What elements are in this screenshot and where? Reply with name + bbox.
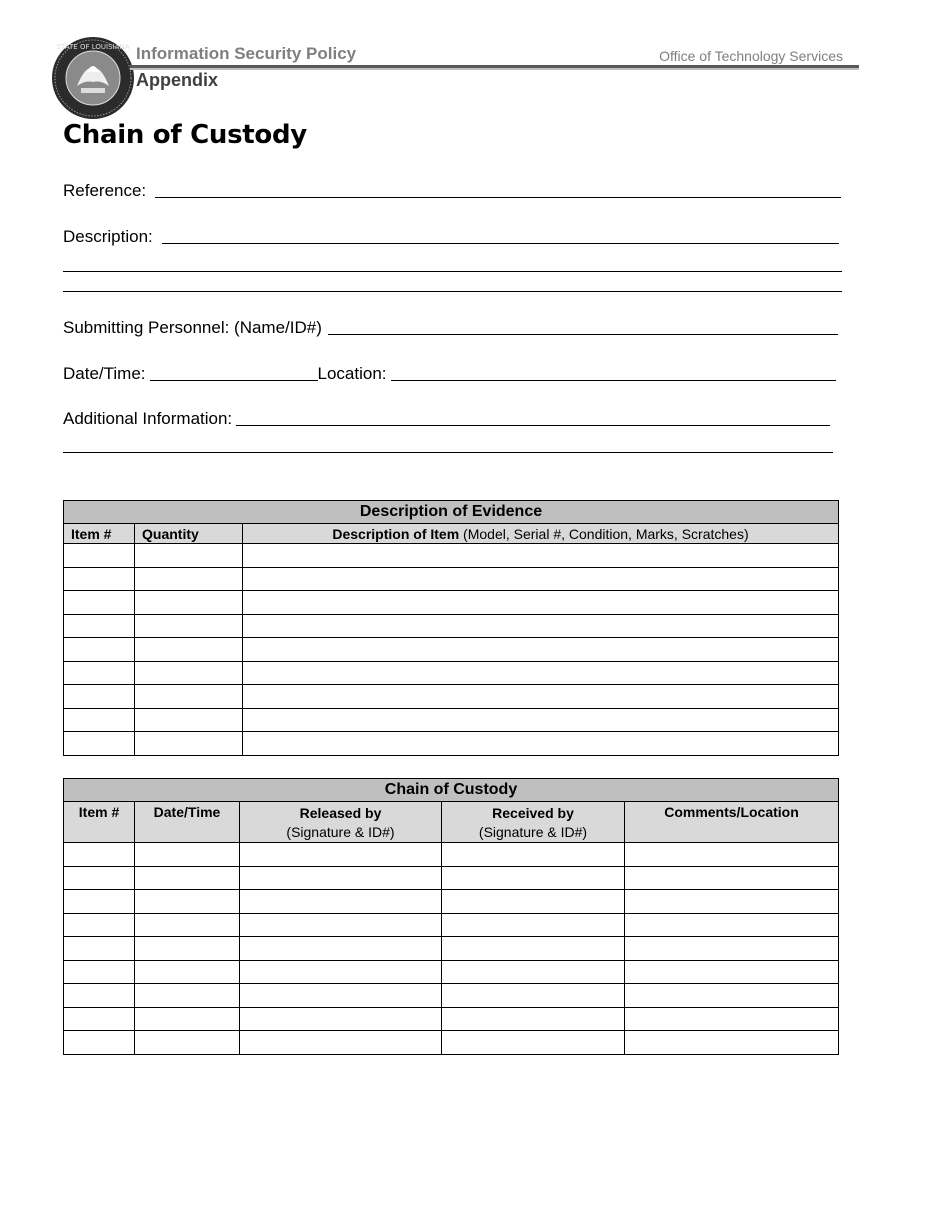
custody-cell-item[interactable] xyxy=(64,890,135,914)
evidence-cell-item[interactable] xyxy=(64,708,135,732)
custody-cell-received[interactable] xyxy=(442,866,625,890)
custody-cell-received[interactable] xyxy=(442,843,625,867)
evidence-cell-quantity[interactable] xyxy=(135,685,243,709)
custody-cell-item[interactable] xyxy=(64,866,135,890)
submitting-personnel-field[interactable] xyxy=(63,318,838,338)
reference-line[interactable] xyxy=(155,197,841,198)
reference-label: Reference: xyxy=(63,181,147,200)
custody-cell-datetime[interactable] xyxy=(135,913,240,937)
custody-cell-released[interactable] xyxy=(240,937,442,961)
custody-cell-comments[interactable] xyxy=(625,937,839,961)
custody-cell-datetime[interactable] xyxy=(135,937,240,961)
custody-cell-released[interactable] xyxy=(240,866,442,890)
evidence-cell-item[interactable] xyxy=(64,614,135,638)
evidence-cell-item[interactable] xyxy=(64,567,135,591)
custody-cell-item[interactable] xyxy=(64,937,135,961)
evidence-cell-description[interactable] xyxy=(243,732,839,756)
custody-cell-released[interactable] xyxy=(240,1007,442,1031)
additional-info-line[interactable] xyxy=(236,425,830,426)
evidence-row xyxy=(64,544,839,568)
location-label: Location: xyxy=(317,364,387,383)
custody-cell-received[interactable] xyxy=(442,960,625,984)
evidence-cell-quantity[interactable] xyxy=(135,567,243,591)
custody-col-received-label: Received by xyxy=(492,805,574,821)
evidence-row xyxy=(64,685,839,709)
evidence-col-description-detail: (Model, Serial #, Condition, Marks, Scratches) xyxy=(459,525,749,542)
state-seal-logo xyxy=(51,36,135,120)
custody-cell-item[interactable] xyxy=(64,984,135,1008)
evidence-cell-quantity[interactable] xyxy=(135,544,243,568)
custody-cell-released[interactable] xyxy=(240,960,442,984)
description-line-2[interactable] xyxy=(63,271,842,272)
custody-cell-item[interactable] xyxy=(64,913,135,937)
location-line[interactable] xyxy=(391,380,836,381)
custody-col-received-sub: (Signature & ID#) xyxy=(478,824,588,840)
evidence-cell-quantity[interactable] xyxy=(135,591,243,615)
custody-row xyxy=(64,984,839,1008)
evidence-row xyxy=(64,591,839,615)
evidence-cell-description[interactable] xyxy=(243,661,839,685)
custody-col-released-label: Released by xyxy=(299,805,382,821)
custody-cell-comments[interactable] xyxy=(625,1007,839,1031)
evidence-col-description xyxy=(243,524,839,544)
evidence-cell-item[interactable] xyxy=(64,661,135,685)
evidence-cell-quantity[interactable] xyxy=(135,638,243,662)
description-line-3[interactable] xyxy=(63,291,842,292)
custody-col-datetime: Date/Time xyxy=(135,802,240,843)
evidence-cell-item[interactable] xyxy=(64,544,135,568)
custody-cell-comments[interactable] xyxy=(625,1031,839,1055)
description-field[interactable] xyxy=(63,227,839,247)
custody-cell-datetime[interactable] xyxy=(135,866,240,890)
custody-row xyxy=(64,1031,839,1055)
custody-cell-released[interactable] xyxy=(240,1031,442,1055)
custody-cell-comments[interactable] xyxy=(625,843,839,867)
additional-info-field[interactable] xyxy=(63,409,830,429)
custody-row xyxy=(64,937,839,961)
custody-cell-received[interactable] xyxy=(442,890,625,914)
custody-cell-comments[interactable] xyxy=(625,866,839,890)
custody-row xyxy=(64,1007,839,1031)
submitting-personnel-line[interactable] xyxy=(328,334,838,335)
evidence-cell-description[interactable] xyxy=(243,638,839,662)
evidence-cell-description[interactable] xyxy=(243,591,839,615)
custody-cell-received[interactable] xyxy=(442,1007,625,1031)
custody-row xyxy=(64,890,839,914)
evidence-col-item: Item # xyxy=(64,524,135,544)
evidence-cell-description[interactable] xyxy=(243,614,839,638)
custody-cell-released[interactable] xyxy=(240,843,442,867)
custody-cell-received[interactable] xyxy=(442,937,625,961)
custody-cell-datetime[interactable] xyxy=(135,960,240,984)
evidence-cell-quantity[interactable] xyxy=(135,614,243,638)
custody-cell-datetime[interactable] xyxy=(135,1031,240,1055)
custody-cell-released[interactable] xyxy=(240,913,442,937)
evidence-table-body xyxy=(64,544,839,756)
evidence-cell-item[interactable] xyxy=(64,591,135,615)
custody-cell-comments[interactable] xyxy=(625,913,839,937)
custody-col-released-sub: (Signature & ID#) xyxy=(286,824,395,840)
custody-col-released xyxy=(240,802,442,843)
evidence-cell-description[interactable] xyxy=(243,544,839,568)
custody-col-comments: Comments/Location xyxy=(625,802,839,843)
evidence-col-quantity: Quantity xyxy=(135,524,243,544)
custody-cell-received[interactable] xyxy=(442,1031,625,1055)
reference-field[interactable] xyxy=(63,181,841,201)
evidence-cell-quantity[interactable] xyxy=(135,732,243,756)
custody-cell-released[interactable] xyxy=(240,890,442,914)
svg-text:STATE OF LOUISIANA: STATE OF LOUISIANA xyxy=(56,43,130,51)
evidence-cell-item[interactable] xyxy=(64,732,135,756)
evidence-table-caption: Description of Evidence xyxy=(64,501,839,524)
custody-row xyxy=(64,913,839,937)
custody-cell-released[interactable] xyxy=(240,984,442,1008)
evidence-cell-description[interactable] xyxy=(243,685,839,709)
evidence-cell-quantity[interactable] xyxy=(135,661,243,685)
page-title: Chain of Custody xyxy=(63,120,307,150)
custody-row xyxy=(64,960,839,984)
custody-cell-datetime[interactable] xyxy=(135,843,240,867)
custody-cell-received[interactable] xyxy=(442,913,625,937)
custody-cell-datetime[interactable] xyxy=(135,890,240,914)
custody-row xyxy=(64,866,839,890)
custody-table xyxy=(63,778,839,1055)
datetime-line[interactable] xyxy=(150,380,318,381)
evidence-cell-item[interactable] xyxy=(64,685,135,709)
datetime-location-field[interactable] xyxy=(63,364,836,384)
custody-cell-comments[interactable] xyxy=(625,890,839,914)
header-section: Appendix xyxy=(136,70,219,90)
header-divider xyxy=(130,65,859,68)
custody-cell-item[interactable] xyxy=(64,843,135,867)
evidence-row xyxy=(64,708,839,732)
custody-cell-datetime[interactable] xyxy=(135,984,240,1008)
custody-table-body xyxy=(64,843,839,1055)
custody-cell-received[interactable] xyxy=(442,984,625,1008)
header-policy-title: Information Security Policy xyxy=(136,44,357,63)
description-label: Description: xyxy=(63,227,153,246)
custody-cell-comments[interactable] xyxy=(625,960,839,984)
additional-info-label: Additional Information: xyxy=(63,409,233,428)
submitting-personnel-label: Submitting Personnel: (Name/ID#) xyxy=(63,318,322,337)
evidence-row xyxy=(64,661,839,685)
evidence-cell-item[interactable] xyxy=(64,638,135,662)
evidence-col-description-bold: Description of Item xyxy=(332,525,460,542)
custody-cell-comments[interactable] xyxy=(625,984,839,1008)
evidence-row xyxy=(64,567,839,591)
datetime-label: Date/Time: xyxy=(63,364,146,383)
evidence-cell-quantity[interactable] xyxy=(135,708,243,732)
evidence-row xyxy=(64,614,839,638)
evidence-row xyxy=(64,732,839,756)
custody-cell-datetime[interactable] xyxy=(135,1007,240,1031)
additional-info-line-2[interactable] xyxy=(63,452,833,453)
evidence-table xyxy=(63,500,839,756)
custody-col-received xyxy=(442,802,625,843)
header-office-name: Office of Technology Services xyxy=(659,48,843,64)
custody-cell-item[interactable] xyxy=(64,1007,135,1031)
evidence-cell-description[interactable] xyxy=(243,708,839,732)
custody-table-caption: Chain of Custody xyxy=(64,779,839,802)
custody-cell-item[interactable] xyxy=(64,960,135,984)
evidence-cell-description[interactable] xyxy=(243,567,839,591)
custody-cell-item[interactable] xyxy=(64,1031,135,1055)
evidence-row xyxy=(64,638,839,662)
description-line[interactable] xyxy=(162,243,839,244)
custody-row xyxy=(64,843,839,867)
custody-col-item: Item # xyxy=(64,802,135,843)
